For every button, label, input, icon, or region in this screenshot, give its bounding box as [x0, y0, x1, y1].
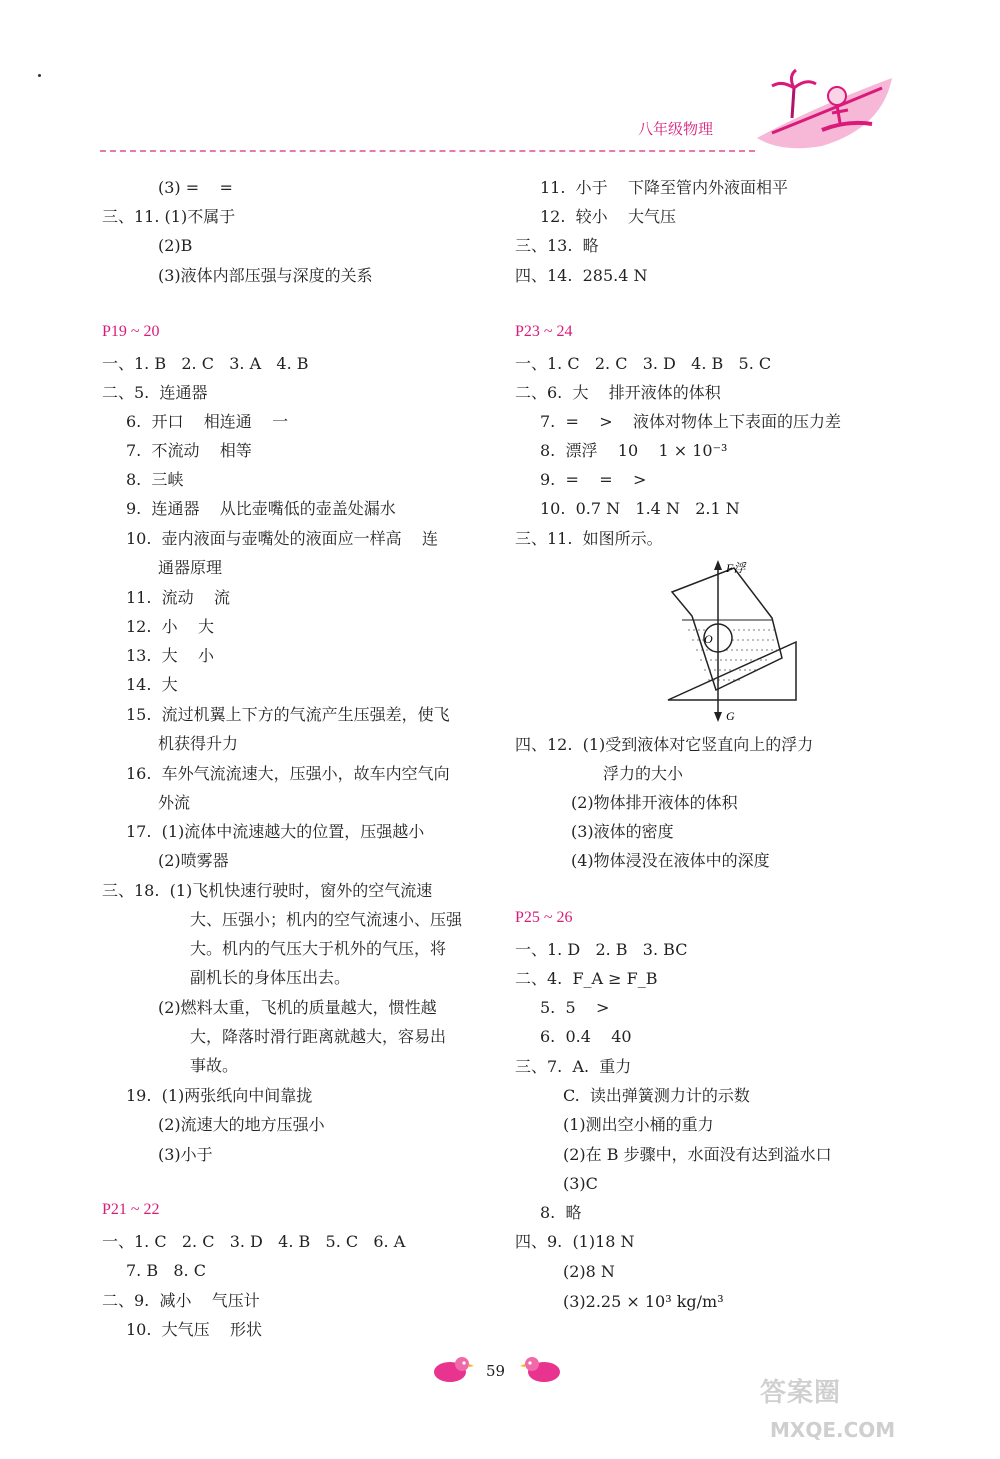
- answer-line: 四、12. (1)受到液体对它竖直向上的浮力: [515, 735, 814, 754]
- incline-block: [668, 642, 796, 700]
- answer-line: 外流: [158, 793, 191, 812]
- answer-line: (3)2.25 × 10³ kg/m³: [563, 1292, 724, 1311]
- answer-line: 7. = > 液体对物体上下表面的压力差: [540, 412, 841, 431]
- surfer-illustration: [752, 68, 897, 153]
- answer-line: 15. 流过机翼上下方的气流产生压强差，使飞: [126, 705, 450, 724]
- page-number: 59: [486, 1362, 506, 1380]
- answer-line: 12. 小 大: [126, 617, 214, 636]
- section-heading: P19 ~ 20: [102, 323, 160, 340]
- answer-line: (2)流速大的地方压强小: [158, 1115, 325, 1134]
- answer-line: 通器原理: [158, 558, 223, 577]
- answer-line: 9. = = >: [540, 470, 647, 489]
- answer-line: (1)测出空小桶的重力: [563, 1115, 714, 1134]
- answer-line: 9. 连通器 从比壶嘴低的壶盖处漏水: [126, 499, 396, 518]
- answer-line: (3)C: [563, 1174, 598, 1193]
- answer-line: 12. 较小 大气压: [540, 207, 676, 226]
- gravity-label: G: [726, 709, 735, 723]
- bird-left-icon: [430, 1354, 474, 1384]
- header-title: 八年级物理: [638, 120, 714, 138]
- answer-line: 大。机内的气压大于机外的气压，将: [190, 939, 447, 958]
- answer-line: (3)液体内部压强与深度的关系: [158, 266, 373, 285]
- header-divider: [100, 150, 755, 152]
- ink-dot: [38, 74, 41, 77]
- liquid-hatch: [688, 630, 778, 680]
- watermark-logo: 答案圈: [760, 1378, 842, 1408]
- answer-line: (2)喷雾器: [158, 851, 229, 870]
- answer-line: 5. 5 >: [540, 998, 610, 1017]
- answer-line: 19. (1)两张纸向中间靠拢: [126, 1086, 313, 1105]
- answer-line: 11. 流动 流: [126, 588, 230, 607]
- arrow-up-icon: [714, 560, 722, 570]
- answer-line: 7. B 8. C: [126, 1261, 206, 1280]
- answer-line: 二、5. 连通器: [102, 383, 208, 402]
- bird-right-icon: [520, 1354, 564, 1384]
- answer-line: 四、14. 285.4 N: [515, 266, 648, 285]
- answer-line: (3)小于: [158, 1145, 213, 1164]
- answer-line: 三、18. (1)飞机快速行驶时，窗外的空气流速: [102, 881, 433, 900]
- section-heading: P25 ~ 26: [515, 909, 573, 926]
- answer-line: 7. 不流动 相等: [126, 441, 252, 460]
- answer-line: (2)B: [158, 236, 193, 255]
- answer-line: 四、9. (1)18 N: [515, 1232, 635, 1251]
- watermark-url: MXQE.COM: [770, 1418, 896, 1442]
- answer-line: 6. 开口 相连通 一: [126, 412, 289, 431]
- answer-line: 一、1. C 2. C 3. D 4. B 5. C 6. A: [102, 1232, 406, 1251]
- answer-line: 浮力的大小: [603, 764, 684, 783]
- answer-line: 10. 0.7 N 1.4 N 2.1 N: [540, 499, 740, 518]
- answer-line: 16. 车外气流流速大，压强小，故车内空气向: [126, 764, 450, 783]
- answer-line: 14. 大: [126, 675, 178, 694]
- answer-line: C. 读出弹簧测力计的示数: [563, 1086, 750, 1105]
- answer-line: (2)8 N: [563, 1262, 615, 1281]
- answer-line: 二、4. F_A ≥ F_B: [515, 969, 658, 988]
- answer-line: 8. 三峡: [126, 470, 184, 489]
- answer-line: 13. 大 小: [126, 646, 214, 665]
- answer-line: 8. 漂浮 10 1 × 10⁻³: [540, 441, 728, 460]
- answer-line: 6. 0.4 40: [540, 1027, 632, 1046]
- answer-line: 机获得升力: [158, 734, 239, 753]
- answer-line: (3) = =: [158, 178, 233, 197]
- answer-line: 大，降落时滑行距离就越大，容易出: [190, 1027, 447, 1046]
- answer-line: 大、压强小；机内的空气流速小、压强: [190, 910, 463, 929]
- answer-line: 8. 略: [540, 1203, 582, 1222]
- answer-line: 事故。: [190, 1056, 239, 1075]
- answer-line: 10. 大气压 形状: [126, 1320, 262, 1339]
- answer-line: 三、11. (1)不属于: [102, 207, 236, 226]
- answer-line: (2)在 B 步骤中，水面没有达到溢水口: [563, 1145, 832, 1164]
- answer-line: 三、11. 如图所示。: [515, 529, 663, 548]
- answer-line: 17. (1)流体中流速越大的位置，压强越小: [126, 822, 425, 841]
- answer-line: 一、1. D 2. B 3. BC: [515, 940, 688, 959]
- answer-line: 三、7. A. 重力: [515, 1057, 632, 1076]
- section-heading: P23 ~ 24: [515, 323, 573, 340]
- answer-line: 三、13. 略: [515, 236, 599, 255]
- answer-line: 10. 壶内液面与壶嘴处的液面应一样高 连: [126, 529, 438, 548]
- answer-line: 二、9. 减小 气压计: [102, 1291, 260, 1310]
- section-heading: P21 ~ 22: [102, 1201, 160, 1218]
- arrow-down-icon: [714, 712, 722, 722]
- answer-line: 二、6. 大 排开液体的体积: [515, 383, 721, 402]
- answer-line: (3)液体的密度: [571, 822, 674, 841]
- answer-line: 11. 小于 下降至管内外液面相平: [540, 178, 788, 197]
- answer-line: (2)物体排开液体的体积: [571, 793, 738, 812]
- answer-line: 一、1. C 2. C 3. D 4. B 5. C: [515, 354, 772, 373]
- answer-line: (2)燃料太重，飞机的质量越大，惯性越: [158, 998, 437, 1017]
- center-label: O: [704, 632, 713, 646]
- buoyancy-diagram: [660, 558, 805, 728]
- answer-line: (4)物体浸没在液体中的深度: [571, 851, 770, 870]
- buoyant-force-label: F浮: [726, 561, 746, 575]
- answer-line: 一、1. B 2. C 3. A 4. B: [102, 354, 309, 373]
- answer-line: 副机长的身体压出去。: [190, 968, 351, 987]
